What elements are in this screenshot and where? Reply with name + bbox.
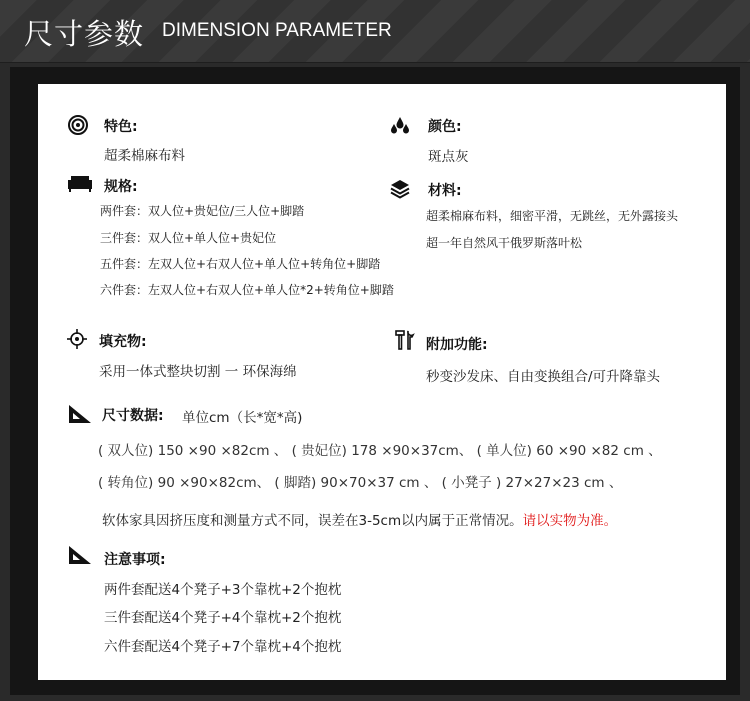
notice-label: 注意事项: [104,552,166,568]
notice-item-three-piece: 三件套配送4个凳子+4个靠枕+2个抱枕 [104,610,342,626]
header-title-cn: 尺寸参数 [24,17,145,51]
tools-icon [394,330,416,350]
dimensions-note-highlight: 请以实物为准。 [522,513,618,529]
notice-item-two-piece: 两件套配送4个凳子+3个靠枕+2个抱枕 [104,582,342,598]
set-square-icon [68,404,92,424]
content-panel [38,84,726,680]
dimensions-label: 尺寸数据: [102,408,164,424]
material-line-1: 超柔棉麻布料，细密平滑，无跳丝，无外露接头 [426,209,679,223]
color-label: 颜色: [428,119,462,135]
sofa-icon [68,175,92,192]
spec-item-two-piece: 两件套：双人位+贵妃位/三人位+脚踏 [100,204,305,218]
features-label: 特色: [104,119,138,135]
dimensions-unit: 单位cm（长*宽*高) [182,410,303,426]
set-square-icon [68,545,92,565]
dimensions-row-2: ( 转角位) 90 ×90×82cm、 ( 脚踏) 90×70×37 cm 、 ( 小凳子 ) 27×27×23 cm 、 [98,475,623,491]
dimensions-note-text: 软体家具因挤压度和测量方式不同，误差在3-5cm以内属于正常情况。 [102,513,523,529]
features-value: 超柔棉麻布料 [104,148,185,164]
dimensions-note [102,509,617,529]
spec-item-three-piece: 三件套：双人位+单人位+贵妃位 [100,231,277,245]
color-value: 斑点灰 [428,149,469,165]
header-title-en: DIMENSION PARAMETER [162,20,392,41]
material-label: 材料: [428,183,462,199]
material-line-2: 超一年自然风干俄罗斯落叶松 [426,236,583,250]
droplets-icon [389,116,411,136]
crosshair-icon [67,329,87,349]
spec-label: 规格: [104,179,138,195]
target-icon [68,115,88,135]
filling-value: 采用一体式整块切割 一 环保海绵 [99,364,297,380]
extra-label: 附加功能: [426,337,488,353]
spec-item-six-piece: 六件套：左双人位+右双人位+单人位*2+转角位+脚踏 [100,283,394,297]
filling-label: 填充物: [99,334,147,350]
spec-item-five-piece: 五件套：左双人位+右双人位+单人位+转角位+脚踏 [100,257,381,271]
layers-icon [390,179,410,199]
notice-item-six-piece: 六件套配送4个凳子+7个靠枕+4个抱枕 [104,639,342,655]
dimensions-row-1: ( 双人位) 150 ×90 ×82cm 、 ( 贵妃位) 178 ×90×37cm、 ( 单人位) 60 ×90 ×82 cm 、 [98,443,662,459]
extra-value: 秒变沙发床、自由变换组合/可升降靠头 [426,369,661,385]
header-banner [0,0,750,63]
